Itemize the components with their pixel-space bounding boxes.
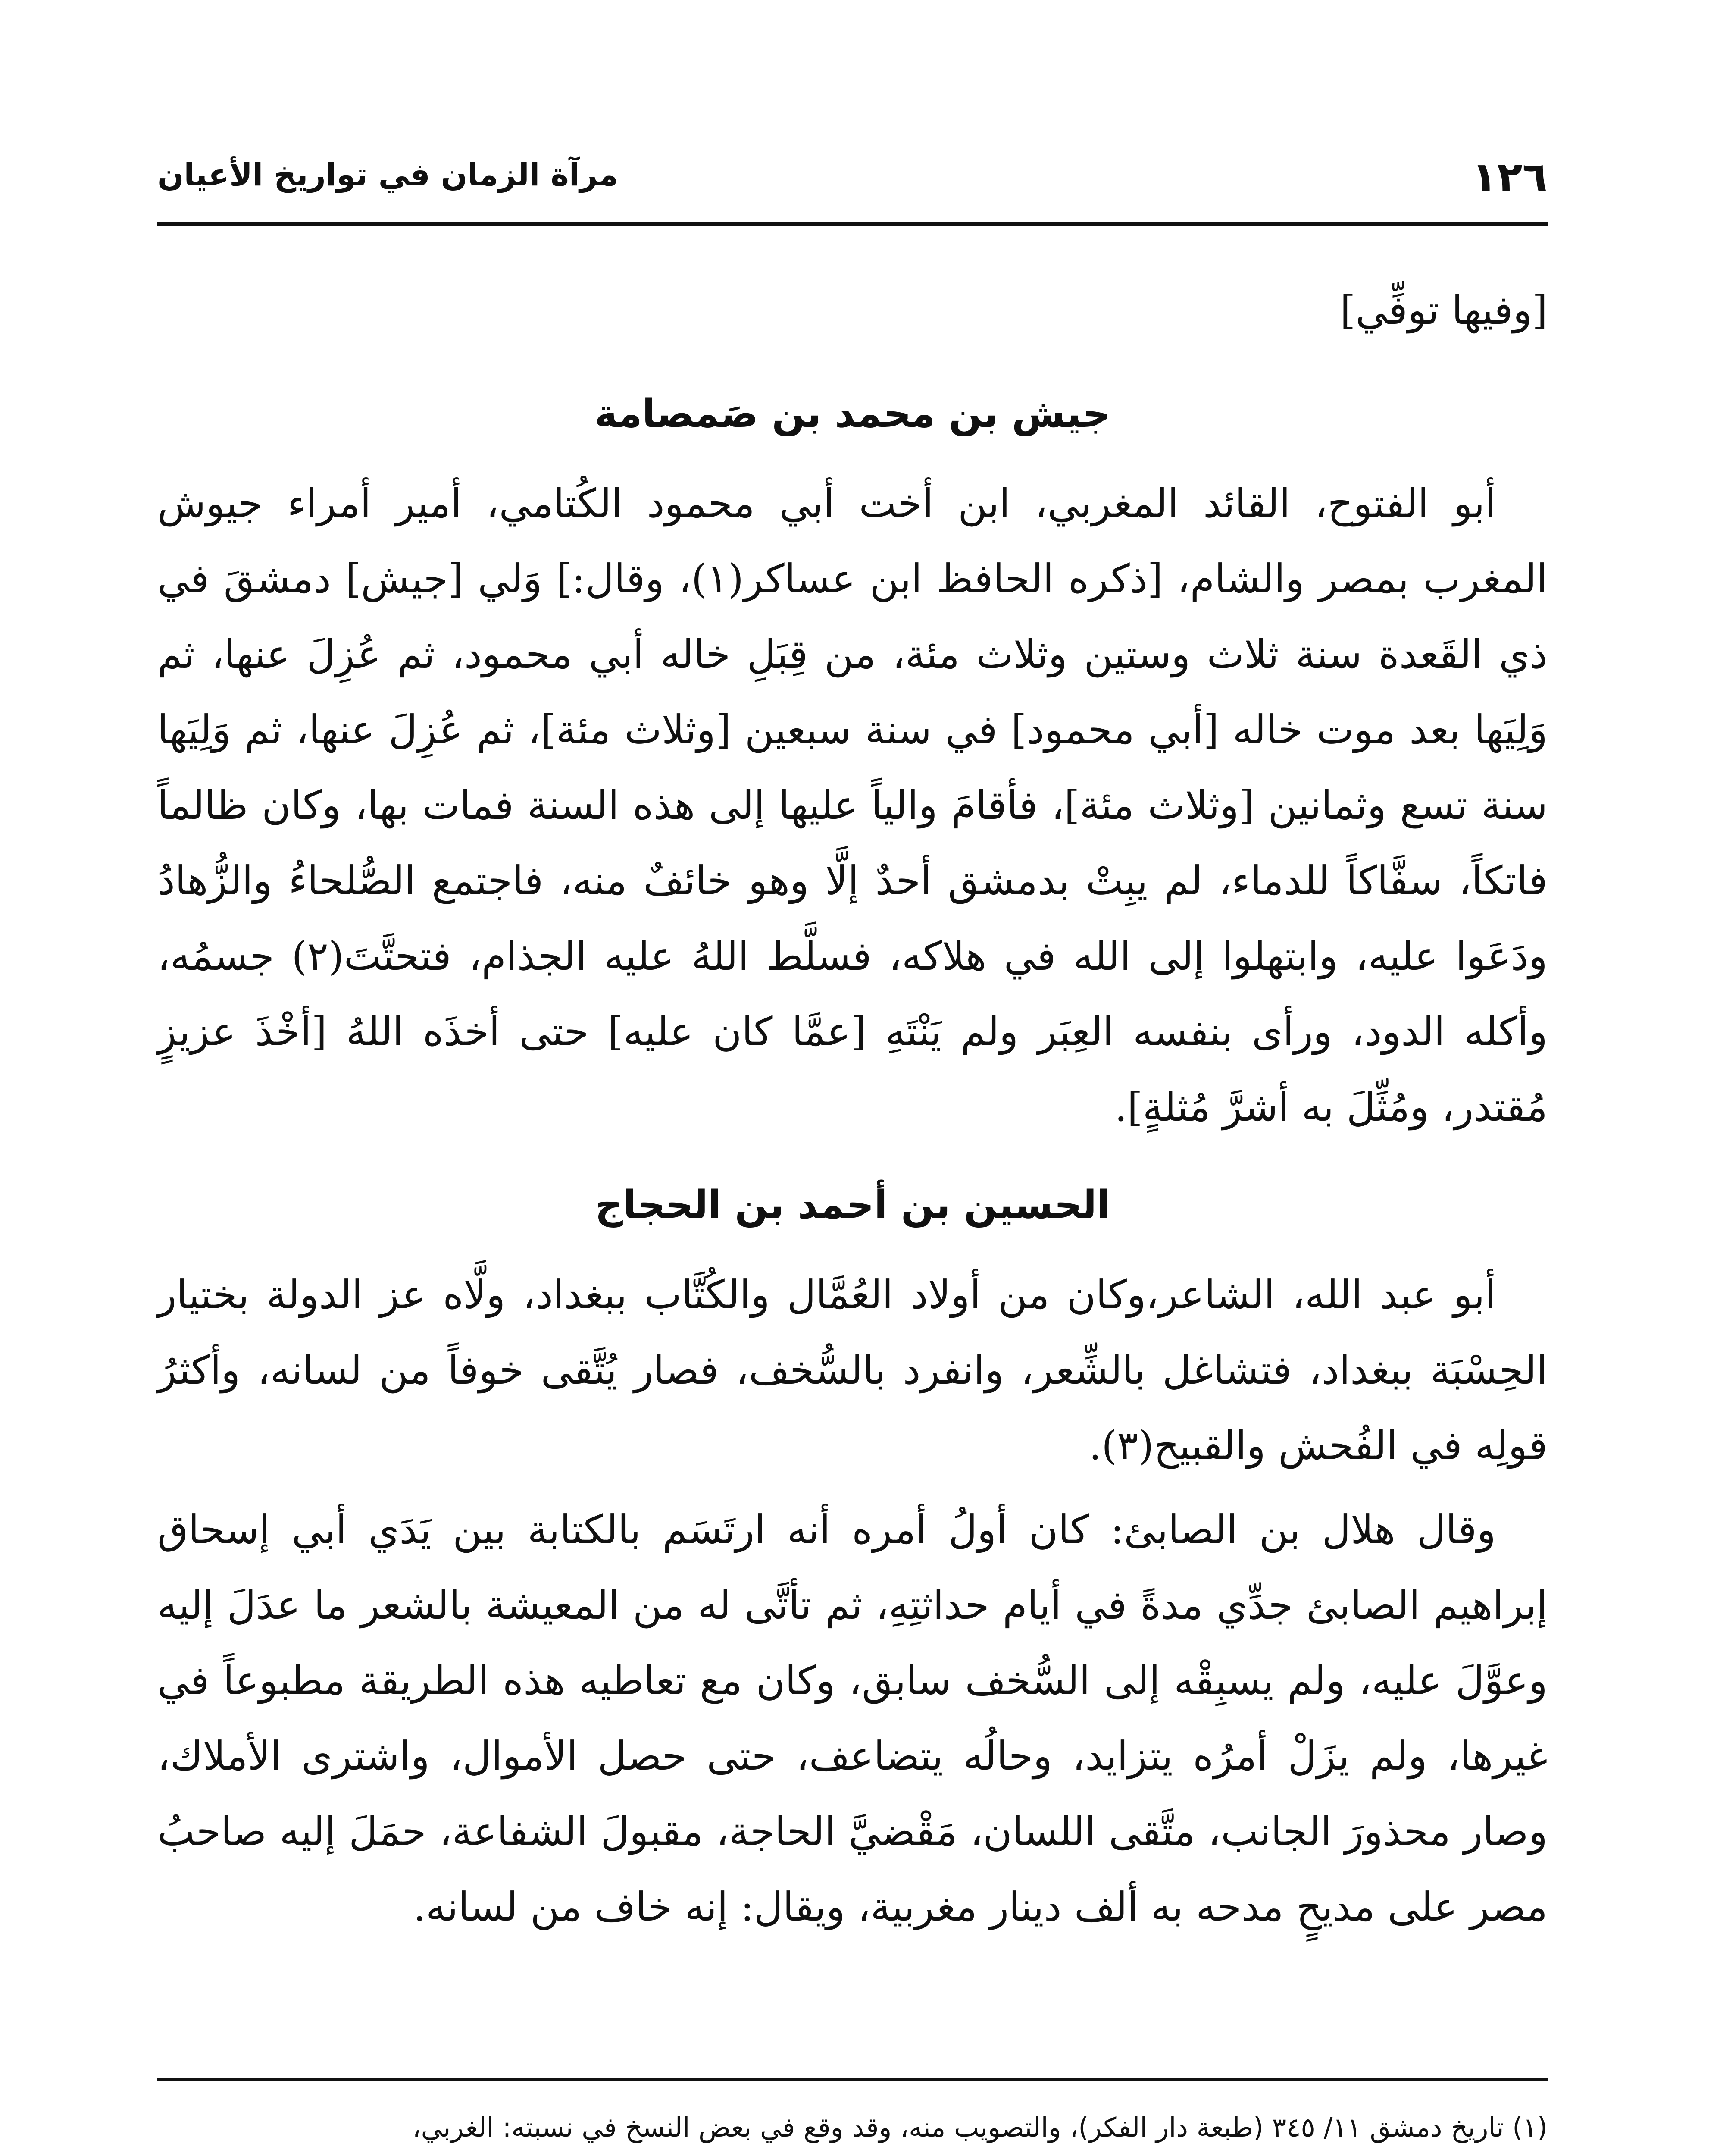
main-text <box>157 241 1548 1953</box>
running-header <box>157 144 1548 213</box>
opening-line: [وفيها توفِّي] <box>1340 287 1548 333</box>
footnote <box>157 2102 1548 2156</box>
entry-heading: الحسين بن أحمد بن الحجاج <box>595 1182 1110 1228</box>
header-rule <box>157 222 1548 226</box>
entry-heading: جيش بن محمد بن صَمصامة <box>594 391 1110 436</box>
book-title: مرآة الزمان في تواريخ الأعيان <box>157 157 618 193</box>
entry-paragraph: أبو عبد الله، الشاعر،وكان من أولاد العُمَّال والكُتَّاب ببغداد، ولَّاه عز الدولة بختيار الحِسْبَة ببغداد، فتشاغل بالشِّعر، وانفرد بالسُّخف، فصار يُتَّقى خوفاً من لسانه، وأكثرُ قولِه في الفُحش والقبيح(٣). <box>157 1272 1548 1469</box>
footnote-rule <box>157 2078 1548 2081</box>
page-number: ١٢٦ <box>1472 153 1548 201</box>
entry-paragraph: وقال هلال بن الصابئ: كان أولُ أمره أنه ارتَسَم بالكتابة بين يَدَي أبي إسحاق إبراهيم الصابئ جدِّي مدةً في أيام حداثتِهِ، ثم تأتَّى له من المعيشة بالشعر ما عدَلَ إليه وعوَّلَ عليه، ولم يسبِقْه إلى السُّخف سابق، وكان مع تعاطيه هذه الطريقة مطبوعاً في غيرها، ولم يزَلْ أمرُه يتزايد، وحالُه يتضاعف، حتى حصل الأموال، واشترى الأملاك، وصار محذورَ الجانب، متَّقى اللسان، مَقْضيَّ الحاجة، مقبولَ الشفاعة، حمَلَ إليه صاحبُ مصر على مديحٍ مدحه به ألف دينار مغربية، ويقال: إنه خاف من لسانه. <box>157 1507 1548 1930</box>
entry-paragraph: أبو الفتوح، القائد المغربي، ابن أخت أبي محمود الكُتامي، أمير أمراء جيوش المغرب بمصر والشام، [ذكره الحافظ ابن عساكر(١)، وقال:] وَلي [جيش] دمشقَ في ذي القَعدة سنة ثلاث وستين وثلاث مئة، من قِبَلِ خاله أبي محمود، ثم عُزِلَ عنها، ثم وَلِيَها بعد موت خاله [أبي محمود] في سنة سبعين [وثلاث مئة]، ثم عُزِلَ عنها، ثم وَلِيَها سنة تسع وثمانين [وثلاث مئة]، فأقامَ والياً عليها إلى هذه السنة فمات بها، وكان ظالماً فاتكاً، سفَّاكاً للدماء، لم يبِتْ بدمشق أحدٌ إلَّا وهو خائفٌ منه، فاجتمع الصُّلحاءُ والزُّهادُ ودَعَوا عليه، وابتهلوا إلى الله في هلاكه، فسلَّط اللهُ عليه الجذام، فتحتَّتَ(٢) جسمُه، وأكله الدود، ورأى بنفسه العِبَر ولم يَنْتَهِ [عمَّا كان عليه] حتى أخذَه اللهُ [أخْذَ عزيزٍ مُقتدر، ومُثِّلَ به أشرَّ مُثلةٍ]. <box>157 480 1548 1130</box>
footnote-line: (١) تاريخ دمشق ١١/ ٣٤٥ (طبعة دار الفكر)، والتصويب منه، وقد وقع في بعض النسخ في نسبته: الغربي، <box>412 2112 1548 2143</box>
footnote-continuation <box>157 2153 1548 2156</box>
footnotes <box>157 2102 1548 2156</box>
